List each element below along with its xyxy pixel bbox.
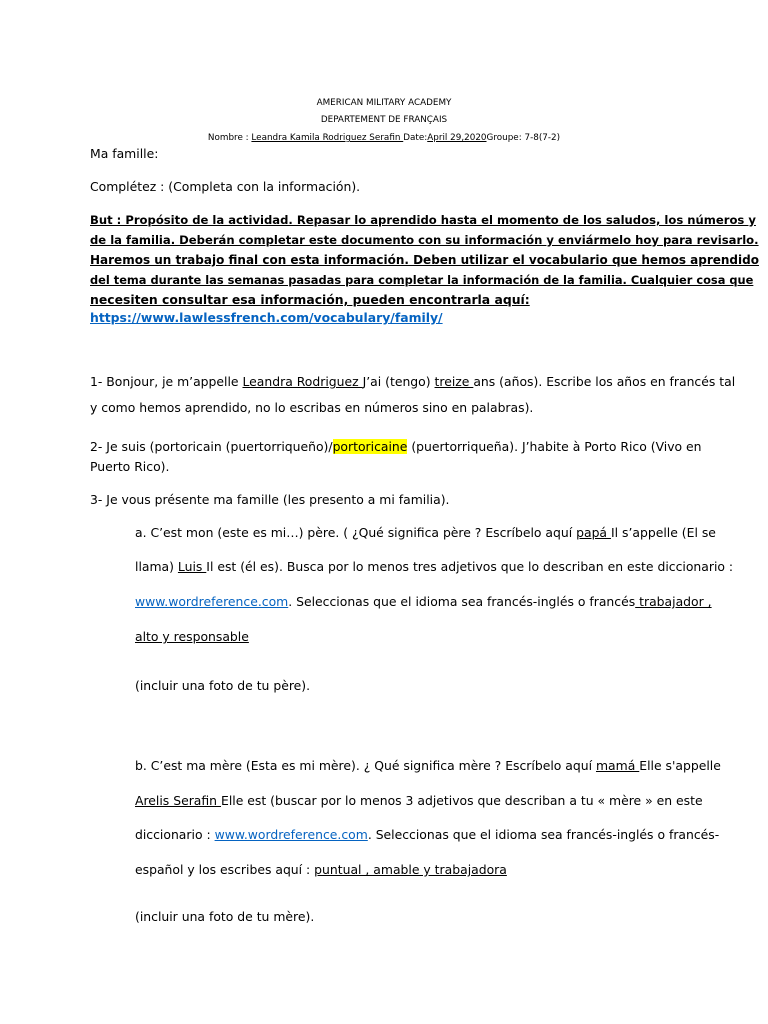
- purpose-line-2: de la familia. Deberán completar este documento con su información y enviármelo hoy para revisarlo.: [90, 233, 759, 247]
- q2-text-b: (puertorriqueña). J’habite à Porto Rico (Vivo en: [407, 439, 702, 454]
- wordreference-link-2[interactable]: www.wordreference.com: [214, 827, 368, 842]
- qb-photo-note: (incluir una foto de tu mère).: [135, 909, 315, 924]
- qa-line-2: [135, 559, 733, 575]
- department-name: DEPARTEMENT DE FRANÇAIS: [320, 115, 448, 125]
- lawlessfrench-link[interactable]: https://www.lawlessfrench.com/vocabulary/family/: [90, 310, 443, 325]
- qb-line-2: [135, 793, 703, 809]
- qb-text-3b: . Seleccionas que el idioma sea francés-inglés o francés-: [367, 827, 720, 842]
- group-label: Groupe: 7-8(7-2): [486, 133, 561, 143]
- purpose-line-4: del tema durante las semanas pasadas para completar la información de la familia. Cualquier cosa que: [90, 273, 754, 287]
- purpose-line-1: But : Propósito de la actividad. Repasar lo aprendido hasta el momento de los saludos, los números y: [90, 213, 756, 227]
- qa-father-name-answer[interactable]: Luis: [177, 559, 207, 574]
- qb-mother-name-answer[interactable]: Arelis Serafin: [135, 793, 221, 808]
- qa-text-2a: llama): [135, 559, 178, 574]
- question-2-line-1: [90, 439, 702, 455]
- wordreference-link[interactable]: www.wordreference.com: [135, 594, 289, 609]
- qa-text-1a: a. C’est mon (este es mi…) père. ( ¿Qué significa père ? Escríbelo aquí: [135, 525, 577, 540]
- question-1-line-2: y como hemos aprendido, no lo escribas en números sino en palabras).: [90, 400, 534, 415]
- qa-photo-note: (incluir una foto de tu père).: [135, 678, 311, 693]
- student-info-line: [0, 130, 768, 146]
- q1-text-c: ans (años). Escribe los años en francés tal: [473, 374, 736, 389]
- qb-mama-answer[interactable]: mamá: [595, 758, 640, 773]
- qb-adjectives-answer[interactable]: puntual , amable y trabajadora: [314, 862, 507, 877]
- qb-text-2b: Elle est (buscar por lo menos 3 adjetivos que describan a tu « mère » en este: [220, 793, 703, 808]
- qa-line-3: [135, 594, 712, 610]
- date-label: Date:: [403, 133, 428, 143]
- qb-text-1a: b. C’est ma mère (Esta es mi mère). ¿ Qué significa mère ? Escríbelo aquí: [135, 758, 596, 773]
- page-title: Ma famille:: [90, 146, 159, 161]
- question-2-line-2: Puerto Rico).: [90, 459, 170, 474]
- purpose-line-3: Haremos un trabajo final con esta información. Deben utilizar el vocabulario que hemos aprendido: [90, 253, 759, 267]
- qa-papa-answer[interactable]: papá: [576, 525, 611, 540]
- school-name: AMERICAN MILITARY ACADEMY: [316, 98, 452, 108]
- qb-line-1: [135, 758, 721, 774]
- qb-text-4a: español y los escribes aquí :: [135, 862, 315, 877]
- purpose-line-5: necesiten consultar esa información, pueden encontrarla aquí:: [90, 292, 530, 307]
- q2-text-a: 2- Je suis (portoricain (puertorriqueño)/: [90, 439, 333, 454]
- qa-adjectives-answer-1[interactable]: trabajador ,: [635, 594, 712, 609]
- name-value[interactable]: Leandra Kamila Rodriguez Serafin: [251, 133, 404, 143]
- qa-adjectives-answer-2[interactable]: alto y responsable: [135, 629, 249, 644]
- q2-nationality-answer[interactable]: portoricaine: [332, 439, 408, 454]
- qb-line-4: [135, 862, 507, 878]
- instruction: Complétez : (Completa con la información).: [90, 179, 361, 194]
- q1-name-answer[interactable]: Leandra Rodriguez: [242, 374, 363, 389]
- q1-text-a: 1- Bonjour, je m’appelle: [90, 374, 243, 389]
- qa-text-3b: . Seleccionas que el idioma sea francés-inglés o francés: [288, 594, 636, 609]
- qa-text-2b: Il est (él es). Busca por lo menos tres adjetivos que lo describan en este diccionario :: [206, 559, 734, 574]
- qb-line-3: [135, 827, 719, 843]
- qb-text-1b: Elle s'appelle: [639, 758, 721, 773]
- qb-text-3a: diccionario :: [135, 827, 215, 842]
- q1-text-b: J’ai (tengo): [362, 374, 435, 389]
- question-3: 3- Je vous présente ma famille (les presento a mi familia).: [90, 492, 450, 507]
- q1-age-answer[interactable]: treize: [434, 374, 474, 389]
- qa-text-1b: Il s’appelle (El se: [610, 525, 716, 540]
- name-label: Nombre :: [207, 133, 252, 143]
- question-1-line-1: [90, 374, 735, 390]
- qa-line-1: [135, 525, 716, 541]
- date-value[interactable]: April 29,2020: [427, 133, 487, 143]
